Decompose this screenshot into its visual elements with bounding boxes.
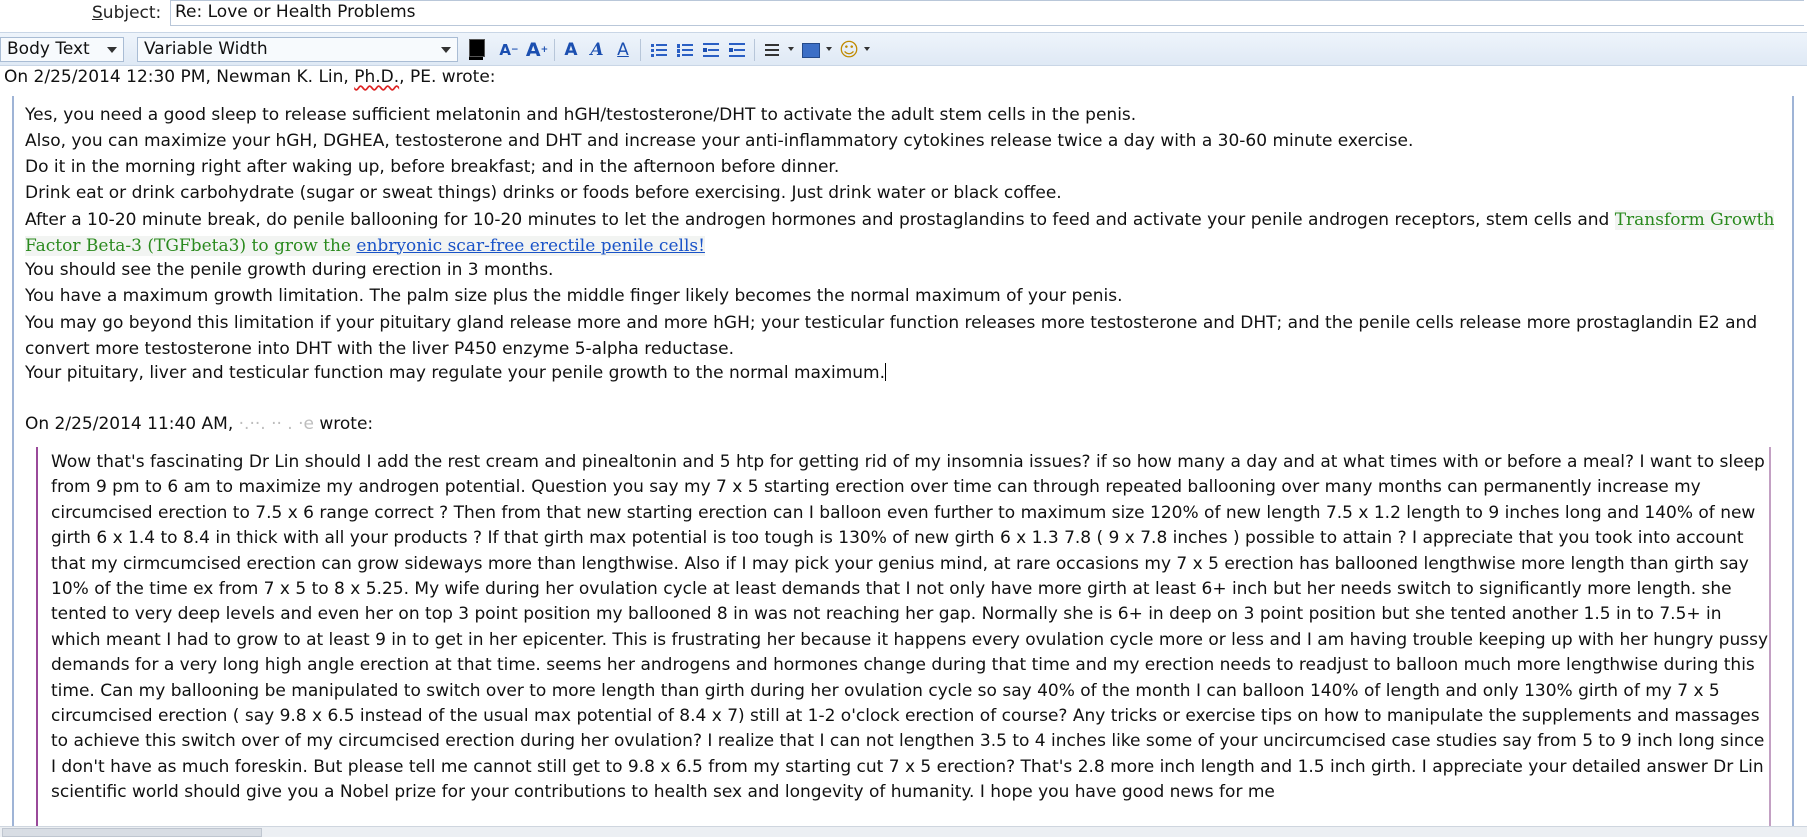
original-message-body: Wow that's fascinating Dr Lin should I add the rest cream and pinealtonin and 5 htp for getting rid of my insomnia issues? if so how many a day and at what times with or before a meal? I want to sleep from 9 pm to 6 am to maximize my androgen potential. Question you say my 7 x 5 starting erection over time can through repeated ballooning over many months can permanently increase my circumcised erection to 7.5 x 6 range correct ? Then from that new starting erection can I balloon even further to maximum size 120% of new length 7.5 x 1.2 length to 9 inches long and 140% of new girth 6 x 1.4 to 8.4 in thick with all your products ? If that girth max potential is too tough is 130% of new girth 6 x 1.3 7.8 ( 9 x 7.8 inches ) possible to attain ? I appreciate that you took into account that my cirmcumcised erection can grow sideways more than lengthwise. Also if I may pick your genius mind, at rare occasions my 7 x 5 erection has ballooned lengthwise more length than girth say 10% of the time ex from 7 x 5 to 8 x 5.25. My wife during her ovulation cycle at least demands that I not only have more girth at least 6+ inch but her needs switch to significantly more length. she tented to very deep levels and even her on top 3 point position my ballooned 8 in was not reaching her gap. Normally she is 6+ in deep on 3 point position but she tented another 1.5 in to 7.5+ in which meant I had to grow to at least 9 in to get in her epicenter. This is frustrating her because it happens every ovulation cycle more or less and I am having trouble keeping up with her hungry pussy demands for a very long high angle erection at that time. seems her androgens and hormones change during that time and my erection needs to readjust to balloon much more lengthwise during this time. Can my ballooning be manipulated to switch over to more length than girth during her ovulation cycle so say 40% of the month I can balloon 140% of length and only 130% girth of my 7 x 5 circumcised erection ( say 9.8 x 6.5 instead of the usual max potential of 8.4 x 7) still at 1-2 o'clock erection of course? Any tricks or exercise tips on how to manipulate the supplements and massages to achieve this switch over of my circumcised erection during her ovulation? I realize that I can not lengthen 3.5 to 4 inches like some of your uncircumcised case studies say from 5 to 9 inch long since I don't have as much foreskin. But please tell me cannot still get to 9.8 x 6.5 from my starting cut 7 x 5 erection? That's 2.8 more inch length and 1.5 inch girth. I appreciate your detailed answer Dr Lin scientific world should give you a Nobel prize for your contributions to health sex and longevity of humanity. I hope you have good news for me: [51, 452, 1769, 803]
reply-paragraph: Also, you can maximize your hGH, DGHEA, testosterone and DHT and increase your anti-inflammatory cytokines release twice a day with a 30-60 minute exercise.: [25, 131, 1414, 151]
reply-paragraph: You may go beyond this limitation if your pituitary gland release more and more hGH; your testicular function releases more testosterone and DHT; and the penile cells release more prostaglandin E2 and convert more testosterone into DHT with the liver P450 enzyme 5-alpha reductase.: [25, 313, 1758, 359]
reply-attribution: [4, 66, 496, 88]
underline-icon[interactable]: [610, 38, 636, 62]
spellcheck-word: Ph.D.: [354, 67, 400, 87]
reply-last-paragraph: [25, 362, 1785, 384]
original-attribution-start: On 2/25/2014 11:40 AM,: [25, 414, 239, 434]
tgf-highlight-text: Transform Growth Factor Beta-3 (TGFbeta3) to grow the: [25, 210, 1775, 256]
horizontal-scrollbar[interactable]: [0, 826, 1807, 837]
paragraph-style-dropdown[interactable]: [0, 37, 124, 62]
chevron-down-icon[interactable]: [788, 47, 794, 51]
chevron-down-icon: [107, 47, 117, 53]
italic-icon[interactable]: [584, 38, 610, 62]
reply-paragraph: You have a maximum growth limitation. The palm size plus the middle finger likely becomes the normal maximum of your penis.: [25, 286, 1123, 306]
paragraph-style-value: Body Text: [7, 39, 90, 59]
increase-font-size-icon[interactable]: A +: [525, 39, 549, 61]
decrease-font-size-glyph: A: [499, 41, 512, 59]
font-value: Variable Width: [144, 39, 268, 59]
reply-last-text: Your pituitary, liver and testicular function may regulate your penile growth to the normal maximum.: [25, 363, 886, 383]
image-glyph: [802, 43, 820, 58]
bullet-list-icon[interactable]: [646, 38, 672, 62]
chevron-down-icon: [441, 47, 451, 53]
subject-row: [0, 0, 1807, 28]
align-icon[interactable]: [760, 38, 786, 62]
subject-input[interactable]: Re: Love or Health Problems: [170, 0, 1804, 26]
original-attribution: [25, 413, 373, 435]
emoji-icon[interactable]: ☺: [839, 39, 859, 61]
quoted-original-block: [36, 447, 1771, 836]
reply-attribution-start: On 2/25/2014 12:30 PM, Newman K. Lin,: [4, 67, 355, 87]
formatting-toolbar: [0, 32, 1807, 66]
text-cursor: [885, 363, 886, 381]
reply-paragraph: Do it in the morning right after waking up, before breakfast; and in the afternoon before dinner.: [25, 157, 840, 177]
penile-cells-link[interactable]: enbryonic scar-free erectile penile cells!: [356, 235, 705, 256]
underline-glyph: A: [617, 40, 629, 60]
outdent-icon[interactable]: [698, 38, 724, 62]
reply-paragraph: You should see the penile growth during erection in 3 months.: [25, 260, 554, 280]
increase-font-size-glyph: A: [525, 39, 541, 61]
decrease-font-size-icon[interactable]: A −: [499, 41, 519, 59]
bold-icon[interactable]: [558, 38, 584, 62]
indent-icon[interactable]: [724, 38, 750, 62]
text-color-swatch-underline: [469, 57, 483, 60]
chevron-down-icon[interactable]: [826, 47, 832, 51]
reply-attribution-end: , PE. wrote:: [399, 67, 496, 87]
text-color-swatch-box: [469, 39, 485, 57]
subject-label: Subject:: [92, 3, 162, 23]
ballooning-paragraph: [25, 208, 1785, 259]
ballooning-text: After a 10-20 minute break, do penile ballooning for 10-20 minutes to let the androgen hormones and prostaglandins to feed and activate your penile androgen receptors, stem cells and: [25, 210, 1615, 230]
original-attribution-end: wrote:: [313, 414, 374, 434]
toolbar-separator: [640, 39, 641, 61]
insert-image-icon[interactable]: [798, 38, 824, 62]
redacted-sender-name: ·.··. ·· . ·e: [238, 414, 314, 434]
toolbar-separator: [554, 39, 555, 61]
toolbar-separator: [754, 39, 755, 61]
bold-glyph: A: [564, 40, 578, 60]
reply-paragraph: Drink eat or drink carbohydrate (sugar or sweat things) drinks or foods before exercising. Just drink water or black coffee.: [25, 183, 1062, 203]
numbered-list-icon[interactable]: [672, 38, 698, 62]
italic-glyph: A: [590, 40, 604, 60]
reply-paragraph: Yes, you need a good sleep to release sufficient melatonin and hGH/testosterone/DHT to activate the adult stem cells in the penis.: [25, 105, 1137, 125]
font-dropdown[interactable]: [137, 37, 458, 62]
chevron-down-icon[interactable]: [864, 47, 870, 51]
